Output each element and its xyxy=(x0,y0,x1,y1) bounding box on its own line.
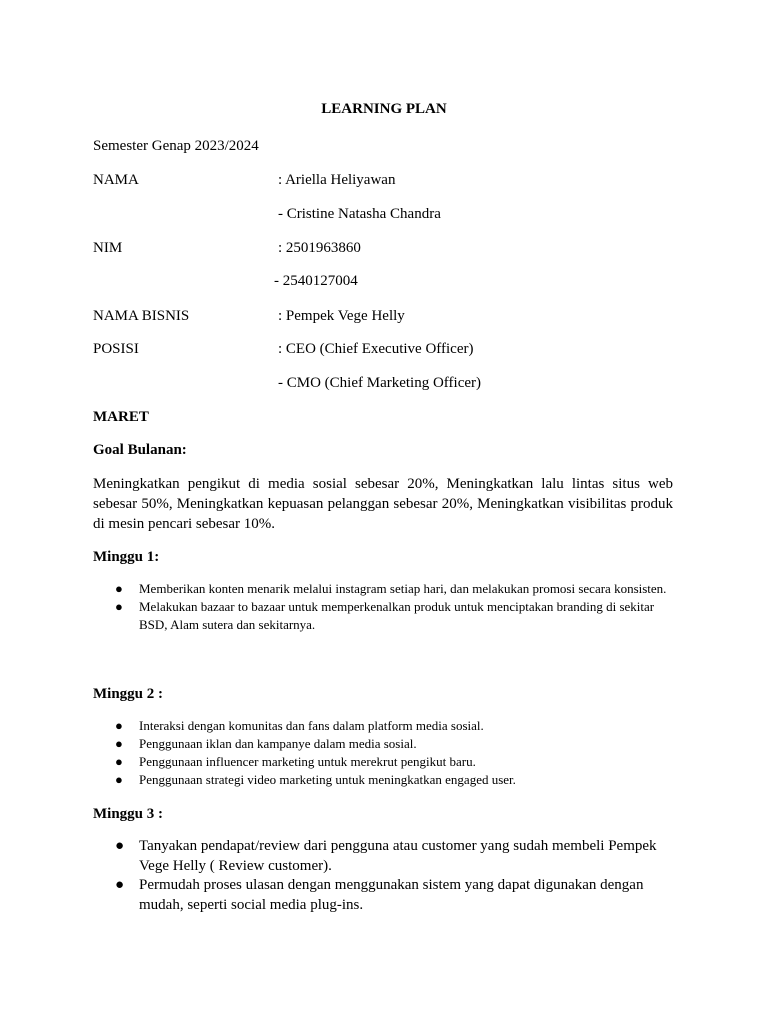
list-item-text: Memberikan konten menarik melalui instagram setiap hari, dan melakukan promosi secara konsisten. xyxy=(139,581,667,596)
list-item-text: Tanyakan pendapat/review dari pengguna atau customer yang sudah membeli Pempek Vege Helly ( Review customer). xyxy=(139,838,657,874)
list-item xyxy=(93,771,673,789)
week3-heading: Minggu 3 : xyxy=(93,806,164,822)
list-item-text: Interaksi dengan komunitas dan fans dalam platform media sosial. xyxy=(139,718,484,733)
list-item-text: Penggunaan strategi video marketing untuk meningkatkan engaged user. xyxy=(139,772,516,787)
document-title: LEARNING PLAN xyxy=(321,101,447,117)
bullet-icon: ● xyxy=(115,754,123,769)
nama-label: NAMA xyxy=(93,172,139,188)
week3-list xyxy=(93,837,683,915)
list-item xyxy=(93,753,673,771)
week2-heading: Minggu 2 : xyxy=(93,686,164,702)
list-item-text: Penggunaan influencer marketing untuk merekrut pengikut baru. xyxy=(139,754,476,769)
bullet-icon: ● xyxy=(115,581,123,596)
month-heading: MARET xyxy=(93,409,149,425)
nama-value-2: - Cristine Natasha Chandra xyxy=(278,206,441,222)
list-item xyxy=(93,598,673,634)
posisi-value-2: - CMO (Chief Marketing Officer) xyxy=(278,375,481,391)
goal-heading: Goal Bulanan: xyxy=(93,442,187,458)
bullet-icon: ● xyxy=(115,718,123,733)
list-item-text: Permudah proses ulasan dengan menggunakan sistem yang dapat digunakan dengan mudah, seperti social media plug-ins. xyxy=(139,877,644,913)
nim-label: NIM xyxy=(93,240,123,256)
list-item xyxy=(93,717,673,735)
week2-list xyxy=(93,717,673,789)
bullet-icon: ● xyxy=(115,838,125,854)
posisi-label: POSISI xyxy=(93,341,139,357)
bullet-icon: ● xyxy=(115,772,123,787)
list-item xyxy=(93,735,673,753)
goal-paragraph: Meningkatkan pengikut di media sosial sebesar 20%, Meningkatkan lalu lintas situs web sebesar 50%, Meningkatkan kepuasan pelanggan sebesar 20%, Meningkatkan visibilitas produk di mesin pencari sebesar 10%. xyxy=(93,476,673,532)
week1-heading: Minggu 1: xyxy=(93,549,160,565)
nim-value-1: : 2501963860 xyxy=(278,240,361,256)
week1-list xyxy=(93,580,673,634)
bullet-icon: ● xyxy=(115,599,123,614)
bisnis-value: : Pempek Vege Helly xyxy=(278,308,405,324)
bisnis-label: NAMA BISNIS xyxy=(93,308,190,324)
bullet-icon: ● xyxy=(115,736,123,751)
posisi-value-1: : CEO (Chief Executive Officer) xyxy=(278,341,474,357)
list-item xyxy=(93,876,683,915)
nim-value-2: - 2540127004 xyxy=(274,273,358,289)
list-item-text: Penggunaan iklan dan kampanye dalam media sosial. xyxy=(139,736,417,751)
list-item xyxy=(93,837,683,876)
semester-label: Semester Genap 2023/2024 xyxy=(93,138,259,154)
list-item-text: Melakukan bazaar to bazaar untuk memperkenalkan produk untuk menciptakan branding di sekitar BSD, Alam sutera dan sekitarnya. xyxy=(139,599,655,632)
bullet-icon: ● xyxy=(115,877,125,893)
nama-value-1: : Ariella Heliyawan xyxy=(278,172,396,188)
list-item xyxy=(93,580,673,598)
